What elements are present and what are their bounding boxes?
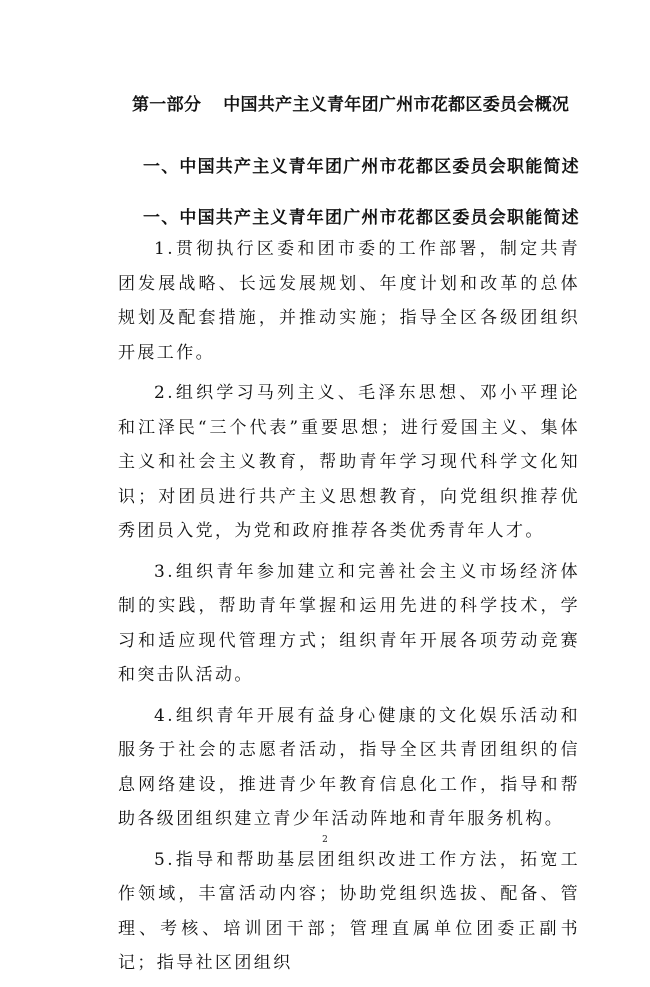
part-title-text: 中国共产主义青年团广州市花都区委员会概况 [223, 95, 570, 115]
paragraph-1: 1.贯彻执行区委和团市委的工作部署，制定共青团发展战略、长远发展规划、年度计划和改革的总体规划及配套措施，并推动实施；指导全区各级团组织开展工作。 [118, 239, 580, 363]
body-text [118, 232, 580, 987]
paragraph-2: 2.组织学习马列主义、毛泽东思想、邓小平理论和江泽民“三个代表”重要思想；进行爱国主义、集体主义和社会主义教育，帮助青年学习现代科学文化知识；对团员进行共产主义思想教育，向党组织推荐优秀团员入党，为党和政府推荐各类优秀青年人才。 [118, 383, 580, 541]
paragraph-3: 3.组织青年参加建立和完善社会主义市场经济体制的实践，帮助青年掌握和运用先进的科学技术，学习和适应现代管理方式；组织青年开展各项劳动竞赛和突击队活动。 [118, 561, 580, 685]
section-heading: 一、中国共产主义青年团广州市花都区委员会职能简述 [143, 157, 580, 177]
part-title [132, 90, 569, 115]
page-number: 2 [322, 835, 328, 845]
paragraph-4: 4.组织青年开展有益身心健康的文化娱乐活动和服务于社会的志愿者活动，指导全区共青团组织的信息网络建设，推进青少年教育信息化工作，指导和帮助各级团组织建立青少年活动阵地和青年服务机构。 [118, 705, 580, 829]
section-heading-repeat: 一、中国共产主义青年团广州市花都区委员会职能简述 [143, 208, 580, 228]
paragraph-5: 5.指导和帮助基层团组织改进工作方法，拓宽工作领域，丰富活动内容；协助党组织选拔、配备、管理、考核、培训团干部；管理直属单位团委正副书记；指导社区团组织 [118, 849, 580, 973]
part-label: 第一部分 [132, 95, 202, 115]
